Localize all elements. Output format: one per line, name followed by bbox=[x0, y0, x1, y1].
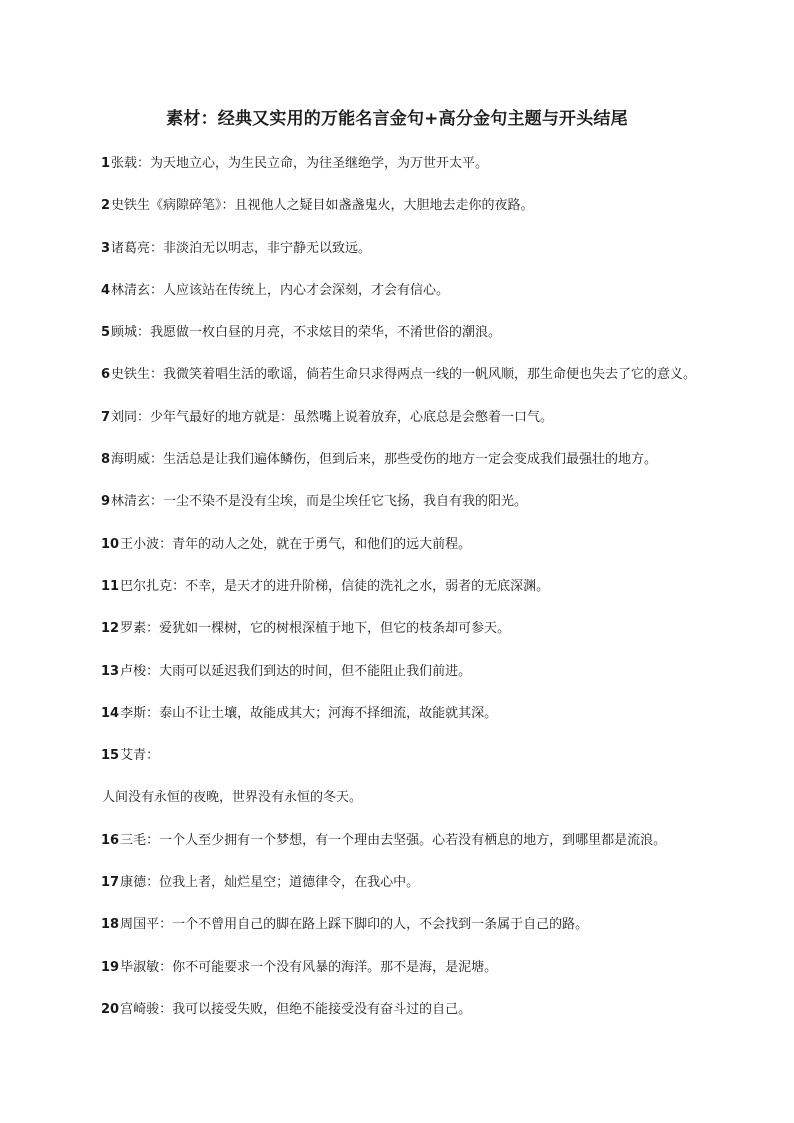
quote-text: 周国平：一个不曾用自己的脚在路上踩下脚印的人，不会找到一条属于自己的路。 bbox=[120, 917, 589, 933]
quote-text: 海明威：生活总是让我们遍体鳞伤，但到后来，那些受伤的地方一定会变成我们最强壮的地方。 bbox=[111, 452, 658, 468]
quote-item bbox=[101, 236, 741, 278]
quote-text: 三毛：一个人至少拥有一个梦想，有一个理由去坚强。心若没有栖息的地方，到哪里都是流浪。 bbox=[120, 832, 667, 848]
quote-number: 12 bbox=[101, 621, 120, 637]
quote-number: 11 bbox=[101, 578, 120, 594]
quote-text: 艾青： bbox=[120, 748, 160, 764]
quote-text: 史铁生《病隙碎笔》：且视他人之疑目如盏盏鬼火，大胆地去走你的夜路。 bbox=[111, 198, 534, 214]
quote-item bbox=[101, 659, 741, 701]
quote-number: 3 bbox=[101, 240, 111, 256]
quote-text: 毕淑敏：你不可能要求一个没有风暴的海洋。那不是海，是泥塘。 bbox=[120, 959, 498, 975]
quote-number: 20 bbox=[101, 1001, 120, 1017]
quote-number: 17 bbox=[101, 875, 120, 891]
quote-item bbox=[101, 828, 741, 870]
quote-number: 13 bbox=[101, 663, 120, 679]
quote-item bbox=[101, 278, 741, 320]
quote-text: 林清玄：一尘不染不是没有尘埃，而是尘埃任它飞扬，我自有我的阳光。 bbox=[111, 494, 528, 510]
quote-text: 顾城：我愿做一枚白昼的月亮，不求炫目的荣华，不淆世俗的潮浪。 bbox=[111, 325, 502, 341]
quote-item bbox=[101, 532, 741, 574]
quote-text: 宫崎骏：我可以接受失败，但绝不能接受没有奋斗过的自己。 bbox=[120, 1001, 472, 1017]
quote-item bbox=[101, 955, 741, 997]
quote-text: 卢梭：大雨可以延迟我们到达的时间，但不能阻止我们前进。 bbox=[120, 663, 472, 679]
quote-text: 林清玄：人应该站在传统上，内心才会深刻，才会有信心。 bbox=[111, 282, 450, 298]
quote-number: 9 bbox=[101, 494, 111, 510]
quote-number: 10 bbox=[101, 536, 120, 552]
document-title: 素材：经典又实用的万能名言金句+高分金句主题与开头结尾 bbox=[166, 109, 628, 129]
quote-text: 张载：为天地立心，为生民立命，为往圣继绝学，为万世开太平。 bbox=[111, 156, 489, 171]
quote-item bbox=[101, 362, 741, 404]
quote-number: 19 bbox=[101, 959, 120, 975]
quote-text: 康德：位我上者，灿烂星空；道德律令，在我心中。 bbox=[120, 875, 420, 891]
quote-item bbox=[101, 870, 741, 912]
quote-text: 王小波：青年的动人之处，就在于勇气，和他们的远大前程。 bbox=[120, 536, 472, 552]
quote-text: 人间没有永恒的夜晚，世界没有永恒的冬天。 bbox=[102, 790, 363, 806]
quote-item bbox=[101, 701, 741, 743]
quote-number: 2 bbox=[101, 198, 111, 214]
quote-text: 巴尔扎克：不幸，是天才的进升阶梯，信徒的洗礼之水，弱者的无底深渊。 bbox=[120, 578, 550, 594]
quote-item bbox=[101, 447, 741, 489]
quote-text: 史铁生：我微笑着唱生活的歌谣，倘若生命只求得两点一线的一帆风顺，那生命便也失去了它的意义。 bbox=[111, 367, 697, 383]
quote-item bbox=[101, 616, 741, 658]
quote-text: 罗素：爱犹如一棵树，它的树根深植于地下，但它的枝条却可参天。 bbox=[120, 621, 511, 637]
quote-number: 16 bbox=[101, 832, 120, 848]
quote-number: 8 bbox=[101, 452, 111, 468]
quote-item bbox=[101, 320, 741, 362]
quote-item bbox=[101, 912, 741, 954]
quote-item bbox=[101, 997, 741, 1039]
quote-item bbox=[101, 405, 741, 447]
quote-number: 15 bbox=[101, 748, 120, 764]
quote-text: 李斯：泰山不让土壤，故能成其大；河海不择细流，故能就其深。 bbox=[120, 705, 498, 721]
quote-text: 刘同：少年气最好的地方就是：虽然嘴上说着放弃，心底总是会憋着一口气。 bbox=[111, 409, 554, 425]
quote-item-continuation bbox=[101, 785, 741, 827]
quote-number: 14 bbox=[101, 705, 120, 721]
quote-number: 7 bbox=[101, 409, 111, 425]
quote-item bbox=[101, 193, 741, 235]
quote-text: 诸葛亮：非淡泊无以明志，非宁静无以致远。 bbox=[111, 240, 372, 256]
quote-number: 5 bbox=[101, 325, 111, 341]
quote-item bbox=[101, 574, 741, 616]
quote-item bbox=[101, 489, 741, 531]
quote-number: 6 bbox=[101, 367, 111, 383]
quote-list bbox=[101, 151, 741, 1039]
quote-item bbox=[101, 743, 741, 785]
quote-number: 4 bbox=[101, 282, 111, 298]
quote-number: 18 bbox=[101, 917, 120, 933]
quote-item bbox=[101, 151, 741, 193]
quote-number: 1 bbox=[101, 156, 111, 171]
